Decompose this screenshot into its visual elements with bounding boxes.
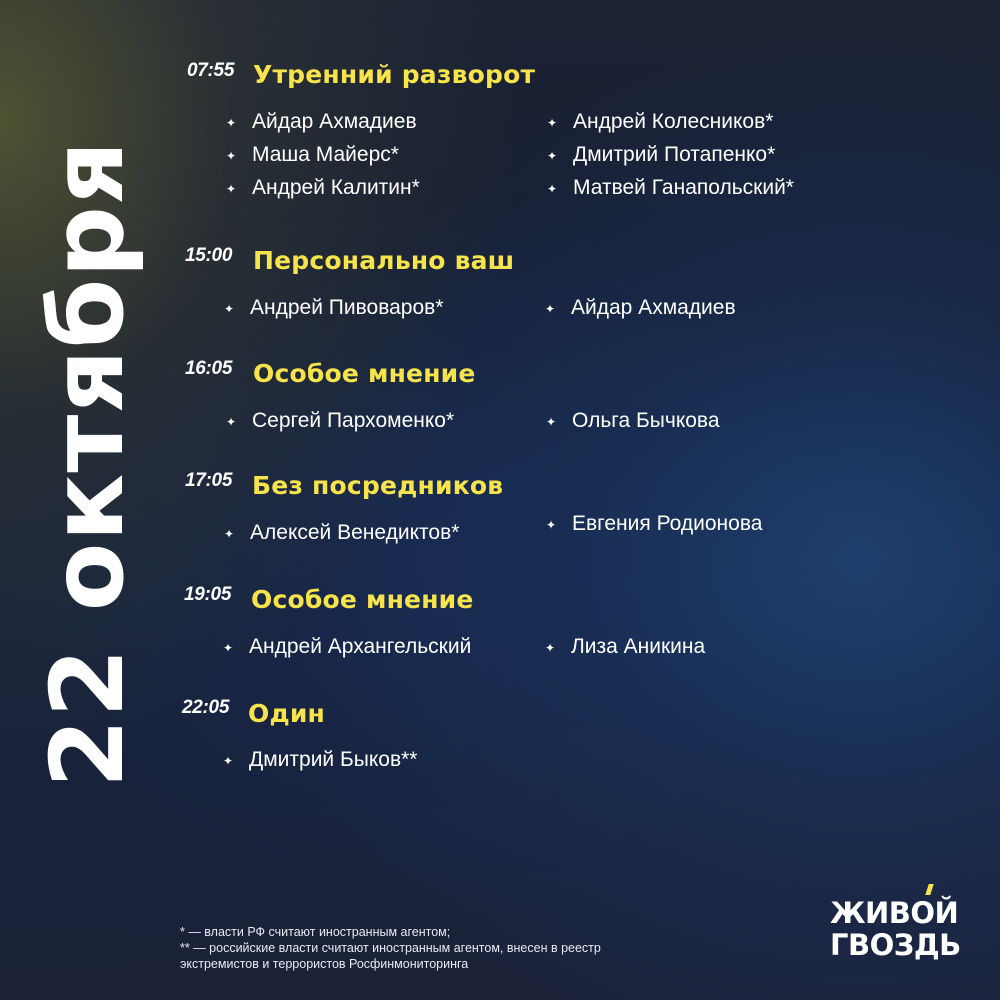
guest-name: Алексей Венедиктов*: [250, 521, 460, 544]
sparkle-icon: ✦: [226, 149, 237, 163]
guest-name: Айдар Ахмадиев: [571, 296, 736, 319]
guest-name: Ольга Бычкова: [572, 409, 720, 432]
show-title: Особое мнение: [253, 359, 476, 388]
sparkle-icon: ✦: [546, 518, 557, 532]
show-time: 22:05: [182, 697, 230, 718]
guest-name: Лиза Аникина: [571, 635, 706, 658]
guest-name: Айдар Ахмадиев: [252, 110, 417, 133]
sparkle-icon: ✦: [226, 182, 237, 196]
show-title: Персонально ваш: [253, 246, 515, 275]
sparkle-icon: ✦: [547, 116, 558, 130]
show-time: 16:05: [185, 358, 233, 379]
guest-name: Андрей Пивоваров*: [250, 296, 444, 319]
date-heading: [0, 0, 150, 1000]
sparkle-icon: ✦: [546, 415, 557, 429]
show-time: 17:05: [185, 470, 233, 491]
logo-line: ГВОЗДЬ: [830, 928, 961, 962]
guest-name: Сергей Пархоменко*: [252, 409, 455, 432]
show-title: Без посредников: [252, 471, 504, 500]
show-time: 19:05: [184, 584, 232, 605]
guest-name: Андрей Архангельский: [249, 635, 472, 658]
sparkle-icon: ✦: [226, 415, 237, 429]
show-title: Утренний разворот: [253, 60, 536, 89]
footnote-line: * — власти РФ считают иностранным агентом;: [180, 925, 451, 939]
guest-name: Андрей Колесников*: [573, 110, 774, 133]
footnote-line: ** — российские власти считают иностранным агентом, внесен в реестр: [180, 941, 601, 955]
date-text: 22 октября: [29, 139, 146, 789]
sparkle-icon: ✦: [545, 302, 556, 316]
guest-name: Дмитрий Быков**: [249, 748, 418, 771]
sparkle-icon: ✦: [224, 302, 235, 316]
sparkle-icon: ✦: [223, 641, 234, 655]
sparkle-icon: ✦: [545, 641, 556, 655]
guest-name: Маша Майерс*: [252, 143, 399, 166]
guest-name: Евгения Родионова: [572, 512, 763, 535]
logo-accent-mark: [925, 884, 934, 895]
show-title: Один: [248, 699, 326, 728]
guest-name: Андрей Калитин*: [252, 176, 420, 199]
logo: [830, 896, 961, 962]
sparkle-icon: ✦: [226, 116, 237, 130]
footnote-line: экстремистов и террористов Росфинмониторинга: [180, 957, 469, 971]
sparkle-icon: ✦: [224, 527, 235, 541]
show-time: 15:00: [185, 245, 233, 266]
sparkle-icon: ✦: [547, 182, 558, 196]
guest-name: Дмитрий Потапенко*: [573, 143, 776, 166]
show-time: 07:55: [187, 60, 235, 81]
logo-line: ЖИВОЙ: [830, 896, 959, 930]
show-title: Особое мнение: [251, 585, 474, 614]
footnotes: [180, 924, 601, 972]
sparkle-icon: ✦: [223, 754, 234, 768]
sparkle-icon: ✦: [547, 149, 558, 163]
guest-name: Матвей Ганапольский*: [573, 176, 794, 199]
